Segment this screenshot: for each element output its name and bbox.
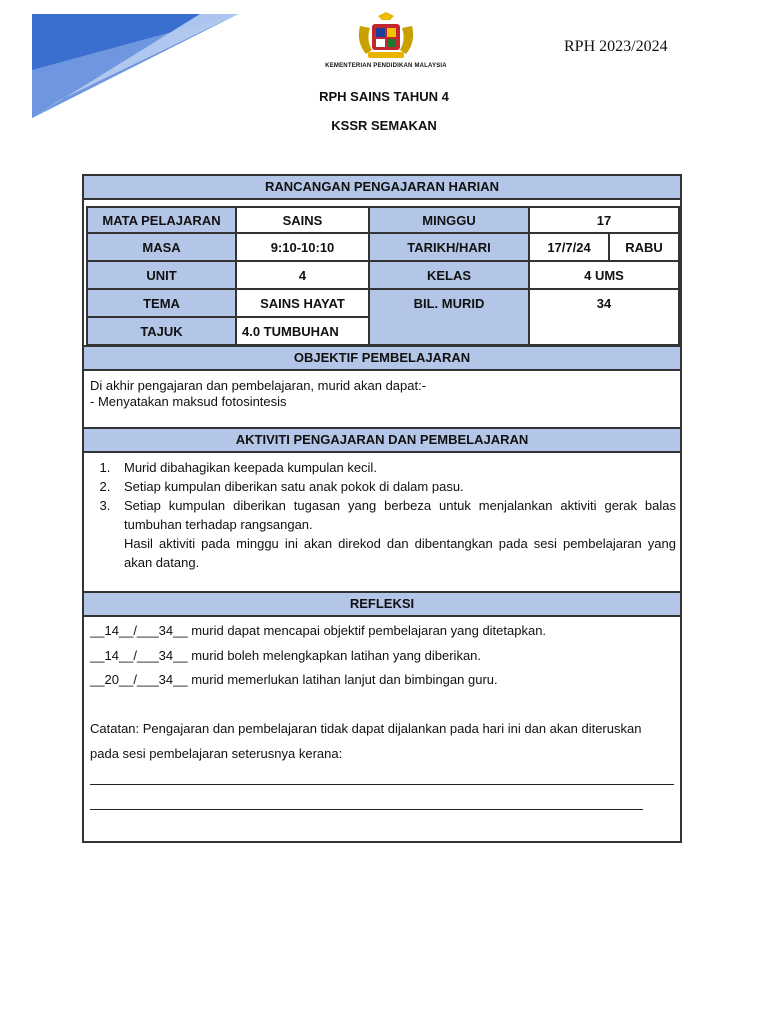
aktiviti-section <box>84 458 676 572</box>
refleksi-line: __14__/___34__ murid boleh melengkapkan latihan yang diberikan. <box>90 648 482 663</box>
refleksi-line: __20__/___34__ murid memerlukan latihan lanjut dan bimbingan guru. <box>90 672 498 687</box>
tema-value: SAINS HAYAT <box>235 288 370 318</box>
bil-murid-label: BIL. MURID <box>368 288 530 346</box>
kelas-label: KELAS <box>368 260 530 290</box>
objektif-heading: OBJEKTIF PEMBELAJARAN <box>84 345 680 371</box>
corner-decoration <box>0 0 245 125</box>
objektif-item: - Menyatakan maksud fotosintesis <box>90 394 287 409</box>
objektif-intro: Di akhir pengajaran dan pembelajaran, murid akan dapat:- <box>90 378 427 393</box>
aktiviti-list <box>84 458 676 534</box>
refleksi-heading: REFLEKSI <box>84 591 680 617</box>
aktiviti-item: 1. Murid dibahagikan keepada kumpulan kecil. <box>114 458 676 477</box>
malaysia-coat-of-arms-icon <box>352 12 420 62</box>
unit-value: 4 <box>235 260 370 290</box>
minggu-label: MINGGU <box>368 206 530 234</box>
mata-pelajaran-label: MATA PELAJARAN <box>86 206 237 234</box>
aktiviti-continuation: Hasil aktiviti pada minggu ini akan direkod dan dibentangkan pada sesi pembelajaran yang akan datang. <box>124 536 676 570</box>
unit-label: UNIT <box>86 260 237 290</box>
masa-value: 9:10-10:10 <box>235 232 370 262</box>
ministry-name: KEMENTERIAN PENDIDIKAN MALAYSIA <box>325 63 447 69</box>
tarikh-value: 17/7/24 <box>528 232 610 262</box>
aktiviti-item: 3. Setiap kumpulan diberikan tugasan yang berbeza untuk menjalankan aktiviti gerak balas tumbuhan terhadap rangsangan. <box>114 496 676 534</box>
lesson-plan-form <box>82 174 682 843</box>
catatan-text: pada sesi pembelajaran seterusnya kerana: <box>90 746 343 761</box>
tajuk-value: 4.0 TUMBUHAN <box>235 316 370 346</box>
document-subtitle: KSSR SEMAKAN <box>331 118 437 133</box>
catatan-text: Catatan: Pengajaran dan pembelajaran tidak dapat dijalankan pada hari ini dan akan diteruskan <box>90 721 642 736</box>
blank-line <box>90 809 643 810</box>
blank-line <box>90 784 674 785</box>
rph-year: RPH 2023/2024 <box>564 38 668 55</box>
aktiviti-heading: AKTIVITI PENGAJARAN DAN PEMBELAJARAN <box>84 427 680 453</box>
hari-value: RABU <box>608 232 680 262</box>
masa-label: MASA <box>86 232 237 262</box>
tarikh-label: TARIKH/HARI <box>368 232 530 262</box>
refleksi-line: __14__/___34__ murid dapat mencapai objektif pembelajaran yang ditetapkan. <box>90 623 547 638</box>
document-title: RPH SAINS TAHUN 4 <box>319 89 449 104</box>
tajuk-label: TAJUK <box>86 316 237 346</box>
tema-label: TEMA <box>86 288 237 318</box>
aktiviti-item: 2. Setiap kumpulan diberikan satu anak pokok di dalam pasu. <box>114 477 676 496</box>
mata-pelajaran-value: SAINS <box>235 206 370 234</box>
minggu-value: 17 <box>528 206 680 234</box>
form-title: RANCANGAN PENGAJARAN HARIAN <box>84 176 680 200</box>
bil-murid-value: 34 <box>528 288 680 346</box>
kelas-value: 4 UMS <box>528 260 680 290</box>
